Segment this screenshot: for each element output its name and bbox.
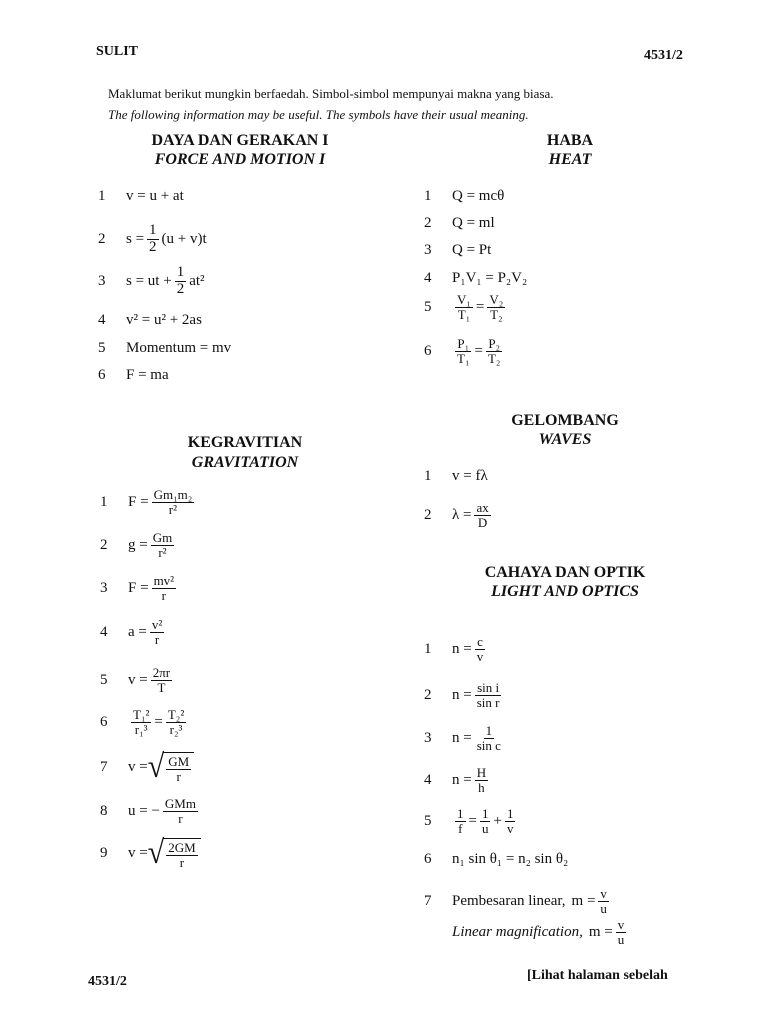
denominator: T₁ [457, 306, 471, 322]
formula-lhs: n = [452, 640, 472, 657]
gravitation-formula-2 [100, 531, 177, 559]
heat-formula-2 [424, 215, 495, 232]
section-subtitle-heat: HEAT [548, 151, 592, 168]
optics-formula-7-english [452, 918, 629, 946]
optics-formula-6 [424, 851, 568, 868]
numerator: T₂² [167, 707, 185, 722]
denominator: sin r [476, 694, 500, 710]
formula-lhs: v = [128, 671, 148, 688]
section-subtitle-optics: LIGHT AND OPTICS [491, 583, 639, 600]
section-title-waves: GELOMBANG [511, 412, 619, 429]
formula-lhs: F = [128, 579, 149, 596]
formula-number: 3 [100, 579, 108, 596]
formula-number: 4 [98, 312, 106, 328]
square-root [147, 748, 194, 785]
denominator: h [478, 779, 485, 795]
formula-number: 2 [100, 536, 108, 553]
numerator: 1 [506, 806, 514, 821]
formula-number: 2 [98, 230, 106, 247]
fraction [152, 488, 195, 516]
formula-number: 5 [98, 340, 106, 356]
formula-number: 5 [424, 298, 432, 315]
gravitation-formula-3 [100, 574, 179, 602]
radical-icon: √ [147, 834, 165, 871]
formula-label-malay: Pembesaran linear, [452, 892, 566, 909]
fraction [475, 766, 488, 794]
formula-number: 6 [100, 713, 108, 730]
formula-number: 3 [98, 272, 106, 289]
fraction [163, 797, 198, 825]
fraction [152, 574, 177, 602]
numerator: GM [168, 754, 190, 769]
numerator: P₂ [488, 336, 501, 351]
fraction [455, 807, 466, 835]
formula-number: 2 [424, 215, 432, 231]
formula-text: P₁V₁ = P₂V₂ [452, 270, 528, 286]
numerator: c [477, 634, 483, 649]
force-formula-1 [98, 188, 184, 205]
denominator: r [179, 854, 185, 870]
formula-lhs: λ = [452, 506, 472, 523]
force-formula-2 [98, 223, 207, 256]
formula-lhs: s = [126, 230, 145, 247]
fraction [486, 337, 502, 365]
numerator: V₂ [489, 292, 504, 307]
denominator: T₁ [457, 350, 470, 366]
formula-lhs: g = [128, 536, 148, 553]
numerator: Gm [152, 530, 173, 545]
fraction [455, 337, 471, 365]
section-title-optics: CAHAYA DAN OPTIK [484, 564, 646, 581]
formula-text: Q = Pt [452, 242, 492, 258]
formula-lhs: v = [128, 845, 148, 862]
formula-number: 5 [424, 812, 432, 829]
numerator: H [476, 765, 487, 780]
heat-formula-4 [424, 270, 527, 287]
fraction [166, 841, 197, 869]
denominator: T₂ [490, 306, 503, 322]
gravitation-formula-1 [100, 488, 197, 516]
optics-formula-5 [424, 807, 518, 835]
denominator: u [481, 820, 489, 836]
numerator: 1 [485, 723, 493, 738]
intro-english: The following information may be useful. The symbols have their usual meaning. [108, 107, 529, 122]
fraction [616, 918, 627, 946]
numerator: v [600, 886, 607, 901]
denominator: r² [168, 501, 178, 517]
numerator: 1 [457, 806, 464, 821]
formula-number: 5 [100, 671, 108, 688]
denominator: 2 [176, 280, 185, 297]
numerator: ax [476, 500, 489, 515]
fraction [151, 666, 172, 694]
numerator: 1 [176, 264, 185, 280]
force-formula-6 [98, 367, 169, 384]
formula-number: 6 [98, 367, 106, 383]
numerator: v [617, 917, 625, 932]
denominator: T₂ [487, 350, 501, 366]
footer-next-page: [Lihat halaman sebelah [527, 968, 668, 983]
numerator: 2GM [168, 840, 196, 855]
equals-sign: = [468, 812, 477, 829]
formula-text: n₁ sin θ₁ = n₂ sin θ₂ [452, 851, 569, 867]
denominator: r [176, 768, 181, 784]
equals-sign: = [154, 713, 163, 730]
section-title-gravitation: KEGRAVITIAN [187, 434, 303, 451]
numerator: 1 [481, 806, 489, 821]
formula-text: v = fλ [452, 468, 488, 484]
gravitation-formula-9 [100, 834, 201, 871]
fraction [150, 618, 164, 646]
formula-text: Q = ml [452, 215, 495, 231]
fraction [487, 293, 505, 321]
formula-lhs: n = [452, 729, 472, 746]
gravitation-formula-8 [100, 797, 201, 825]
waves-formula-1 [424, 468, 488, 485]
fraction [151, 531, 175, 559]
numerator: 1 [149, 222, 157, 238]
denominator: v [506, 820, 514, 836]
radical-icon: √ [147, 748, 165, 785]
formula-number: 2 [424, 506, 432, 523]
formula-lhs: a = [128, 623, 147, 640]
gravitation-formula-5 [100, 666, 175, 694]
section-subtitle-gravitation: GRAVITATION [191, 454, 299, 471]
formula-number: 1 [98, 188, 106, 204]
denominator: r [161, 587, 166, 603]
denominator: sin c [476, 737, 501, 753]
equals-sign: = [475, 298, 485, 315]
formula-lhs: n = [452, 686, 472, 703]
numerator: P₁ [457, 336, 470, 351]
fraction [166, 708, 186, 736]
gravitation-formula-6 [100, 708, 189, 736]
fraction [475, 681, 502, 709]
plus-sign: + [493, 812, 502, 829]
section-title-force-motion: DAYA DAN GERAKAN I [151, 132, 329, 149]
square-root [147, 834, 201, 871]
section-title-heat: HABA [546, 132, 594, 149]
fraction [175, 265, 187, 298]
formula-number: 1 [424, 468, 432, 484]
heat-formula-6 [424, 337, 505, 365]
fraction [474, 501, 490, 529]
header-sulit: SULIT [96, 44, 139, 59]
optics-formula-2 [424, 681, 504, 709]
denominator: D [477, 514, 488, 530]
formula-rhs: at² [189, 272, 205, 289]
formula-number: 1 [424, 188, 432, 204]
fraction [166, 755, 191, 783]
force-formula-5 [98, 340, 231, 357]
denominator: r [154, 631, 160, 647]
gravitation-formula-4 [100, 618, 167, 646]
heat-formula-3 [424, 242, 491, 259]
formula-number: 4 [100, 623, 108, 640]
fraction [455, 293, 473, 321]
force-formula-4 [98, 312, 202, 329]
optics-formula-1 [424, 635, 488, 663]
formula-lhs: u = − [128, 802, 160, 819]
equals-sign: = [474, 342, 483, 359]
formula-number: 6 [424, 851, 432, 867]
header-paper-code: 4531/2 [644, 48, 683, 63]
numerator: T₁² [133, 707, 150, 722]
fraction [598, 887, 609, 915]
formula-number: 4 [424, 270, 432, 286]
denominator: u [617, 931, 625, 947]
fraction [505, 807, 516, 835]
formula-lhs: m = [588, 923, 613, 940]
formula-number: 7 [424, 892, 432, 909]
formula-text: F = ma [126, 367, 169, 383]
optics-formula-3 [424, 724, 506, 752]
formula-lhs: m = [571, 892, 596, 909]
optics-formula-4 [424, 766, 491, 794]
formula-label-english: Linear magnification, [452, 923, 583, 940]
numerator: Gm₁m₂ [153, 487, 193, 502]
numerator: v² [151, 617, 163, 632]
formula-lhs: s = ut + [126, 272, 172, 289]
formula-number: 9 [100, 845, 108, 862]
waves-formula-2 [424, 501, 494, 529]
force-formula-3 [98, 265, 205, 298]
formula-number: 6 [424, 342, 432, 359]
denominator: r₁³ [134, 721, 148, 737]
formula-text: Q = mcθ [452, 188, 505, 204]
denominator: 2 [149, 238, 157, 255]
numerator: sin i [477, 680, 500, 695]
intro-malay: Maklumat berikut mungkin berfaedah. Simbol-simbol mempunyai makna yang biasa. [108, 86, 554, 101]
denominator: r² [158, 544, 167, 560]
formula-text: v² = u² + 2as [126, 312, 202, 328]
denominator: f [458, 820, 463, 836]
fraction [475, 724, 503, 752]
formula-number: 4 [424, 771, 432, 788]
formula-number: 1 [100, 493, 108, 510]
numerator: GMm [164, 796, 196, 811]
denominator: T [157, 679, 166, 695]
heat-formula-5 [424, 293, 508, 321]
section-subtitle-waves: WAVES [538, 431, 592, 448]
numerator: mv² [153, 573, 175, 588]
formula-lhs: n = [452, 771, 472, 788]
formula-number: 7 [100, 759, 108, 776]
optics-formula-7 [424, 887, 612, 915]
fraction [131, 708, 151, 736]
formula-rhs: (u + v)t [161, 230, 207, 247]
formula-text: v = u + at [126, 188, 184, 204]
formula-text: Momentum = mv [126, 340, 232, 356]
fraction [475, 635, 486, 663]
formula-lhs: F = [128, 493, 149, 510]
section-subtitle-force-motion: FORCE AND MOTION I [154, 151, 326, 168]
formula-number: 3 [424, 242, 432, 258]
gravitation-formula-7 [100, 748, 194, 785]
numerator: 2πr [152, 665, 171, 680]
fraction [147, 223, 159, 256]
formula-number: 2 [424, 686, 432, 703]
denominator: v [476, 648, 484, 664]
footer-paper-code: 4531/2 [88, 974, 127, 989]
denominator: u [600, 900, 607, 916]
fraction [480, 807, 491, 835]
numerator: V₁ [457, 292, 471, 307]
formula-lhs: v = [128, 759, 148, 776]
formula-number: 3 [424, 729, 432, 746]
heat-formula-1 [424, 188, 504, 205]
formula-number: 8 [100, 802, 108, 819]
denominator: r [178, 810, 183, 826]
formula-number: 1 [424, 640, 432, 657]
denominator: r₂³ [169, 721, 183, 737]
